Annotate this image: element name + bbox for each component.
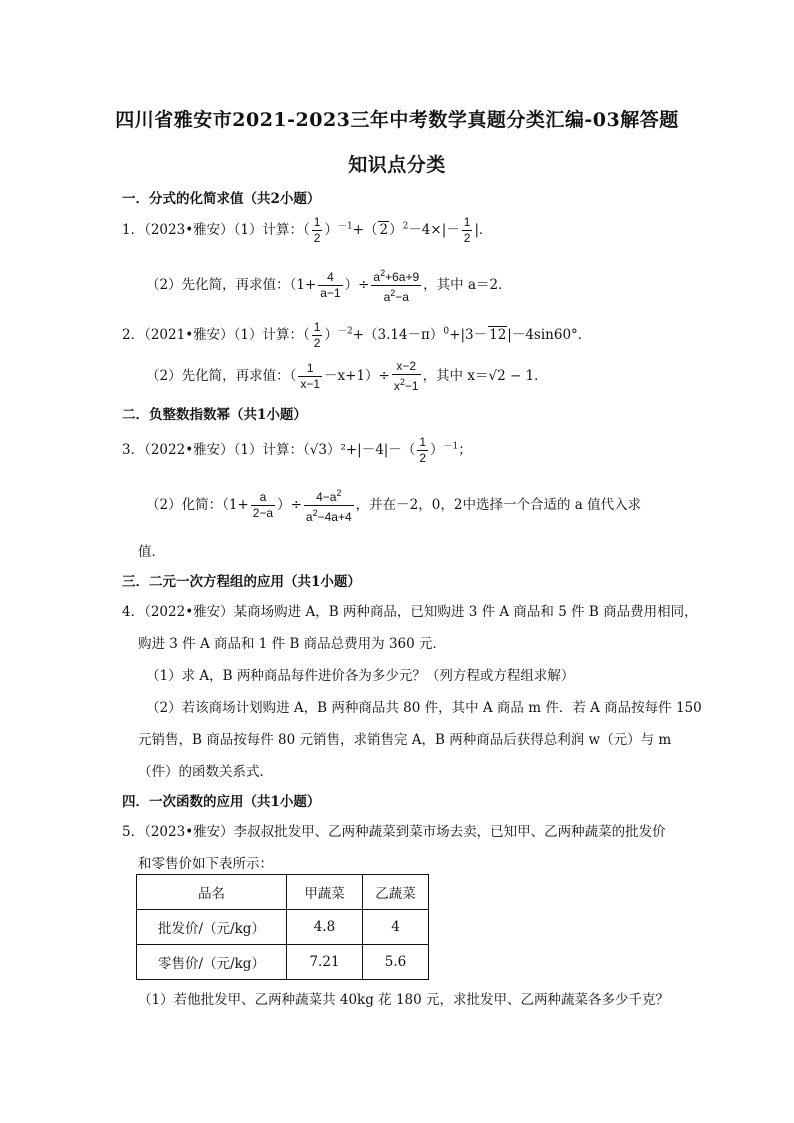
q2-part2-prefix: （2）先化简，再求值：（: [146, 368, 297, 384]
q3-part2-suffix: ，并在－2，0，2中选择一个合适的 a 值代入求: [355, 497, 642, 513]
table-cell: 7.21: [287, 945, 363, 980]
q4-line2: 购进 3 件 A 商品和 1 件 B 商品总费用为 360 元．: [138, 636, 447, 652]
title-line-1: 四川省雅安市2021-2023三年中考数学真题分类汇编-03解答题: [115, 109, 679, 131]
fraction: $\frac{a}{2-a}$: [252, 490, 274, 520]
q2-part2-suffix: ，其中 x＝√2 − 1．: [422, 368, 548, 384]
fraction: $\frac{1}{2}$: [419, 435, 427, 465]
table-row: [137, 945, 429, 980]
q3-part2-prefix: （2）化简：（1+: [146, 497, 249, 513]
q5-line1: 5．（2023•雅安）李叔叔批发甲、乙两种蔬菜到菜市场去卖，已知甲、乙两种蔬菜的批发价: [122, 824, 666, 840]
q1-part1: 1．（2023•雅安）（1）计算：（ $\frac{1}{2}$ ）$^{-1}$+（ 2）$^2$－4×|－ $\frac{1}{2}$ |．: [122, 215, 493, 245]
q3-prefix: 3．（2022•雅安）（1）计算：（√3）²+|－4|－（: [122, 442, 416, 458]
table-cell: 零售价/（元/kg）: [137, 945, 287, 980]
q4-line6: （件）的函数关系式．: [138, 764, 273, 780]
q3-part2-tail: 值．: [138, 544, 165, 560]
section-heading-4: 四．一次函数的应用（共1小题）: [122, 794, 321, 810]
fraction: $\frac{x-2}{x^2-1}$: [393, 359, 419, 393]
q3-part2: （2）化简：（1+ $\frac{a}{2-a}$ ）÷ $\frac{4-a^2}{a^2-4a+4}$ ，并在－2，0，2中选择一个合适的 a 值代入求: [146, 488, 642, 524]
q1-prefix: 1．（2023•雅安）（1）计算：（: [122, 222, 310, 238]
q1-part2-suffix: ，其中 a＝2．: [423, 277, 512, 293]
q5-line2: 和零售价如下表所示：: [138, 856, 273, 872]
q4-line5: 元销售，B 商品按每件 80 元销售，求销售完 A，B 两种商品后获得总利润 w（元）与 m: [138, 732, 672, 748]
q4-line3: （1）求 A，B 两种商品每件进价各为多少元？（列方程或方程组求解）: [146, 668, 575, 684]
price-table: [136, 874, 429, 980]
table-header-cell: 品名: [137, 875, 287, 910]
fraction: $\frac{1}{2}$: [313, 320, 321, 350]
table-header-cell: 甲蔬菜: [287, 875, 363, 910]
q3-part1: 3．（2022•雅安）（1）计算：（√3）²+|－4|－（ $\frac{1}{2}$ ）$^{-1}$；: [122, 435, 472, 465]
table-cell: 4.8: [287, 910, 363, 945]
q1-part2-prefix: （2）先化简，再求值：（1+: [146, 277, 317, 293]
q2-part2: （2）先化简，再求值：（ $\frac{1}{x-1}$ －x+1）÷ $\frac{x-2}{x^2-1}$ ，其中 x＝√2 − 1．: [146, 359, 548, 393]
fraction: $\frac{a^2+6a+9}{a^2-a}$: [373, 268, 420, 304]
fraction: $\frac{1}{2}$: [463, 215, 471, 245]
q1-part2: （2）先化简，再求值：（1+ $\frac{4}{a-1}$ ）÷ $\frac{a^2+6a+9}{a^2-a}$ ，其中 a＝2．: [146, 268, 512, 304]
fraction: $\frac{4-a^2}{a^2-4a+4}$: [305, 488, 352, 524]
q4-line4: （2）若该商场计划购进 A，B 两种商品共 80 件，其中 A 商品 m 件．若 A 商品按每件 150: [146, 700, 702, 716]
title-line-2: 知识点分类: [348, 154, 446, 176]
fraction: $\frac{4}{a-1}$: [320, 270, 341, 300]
q5-line3: （1）若他批发甲、乙两种蔬菜共 40kg 花 180 元，求批发甲、乙两种蔬菜各多少千克？: [138, 992, 670, 1008]
section-heading-2: 二．负整数指数幂（共1小题）: [122, 407, 307, 423]
section-heading-1: 一．分式的化简求值（共2小题）: [122, 191, 321, 207]
q2-prefix: 2．（2021•雅安）（1）计算：（: [122, 327, 310, 343]
table-header-cell: 乙蔬菜: [363, 875, 429, 910]
table-cell: 批发价/（元/kg）: [137, 910, 287, 945]
q4-line1: 4．（2022•雅安）某商场购进 A，B 两种商品，已知购进 3 件 A 商品和 5 件 B 商品费用相同，: [122, 604, 698, 620]
fraction: $\frac{1}{x-1}$: [300, 361, 321, 391]
fraction: $\frac{1}{2}$: [313, 215, 321, 245]
table-cell: 5.6: [363, 945, 429, 980]
section-heading-3: 三．二元一次方程组的应用（共1小题）: [122, 574, 361, 590]
table-cell: 4: [363, 910, 429, 945]
table-header-row: [137, 875, 429, 910]
q2-part1: 2．（2021•雅安）（1）计算：（ $\frac{1}{2}$ ）$^{-2}+(3.14-\pi)^0+|3- 12|-4\sin 60^\circ$．: [122, 320, 592, 350]
table-row: [137, 910, 429, 945]
